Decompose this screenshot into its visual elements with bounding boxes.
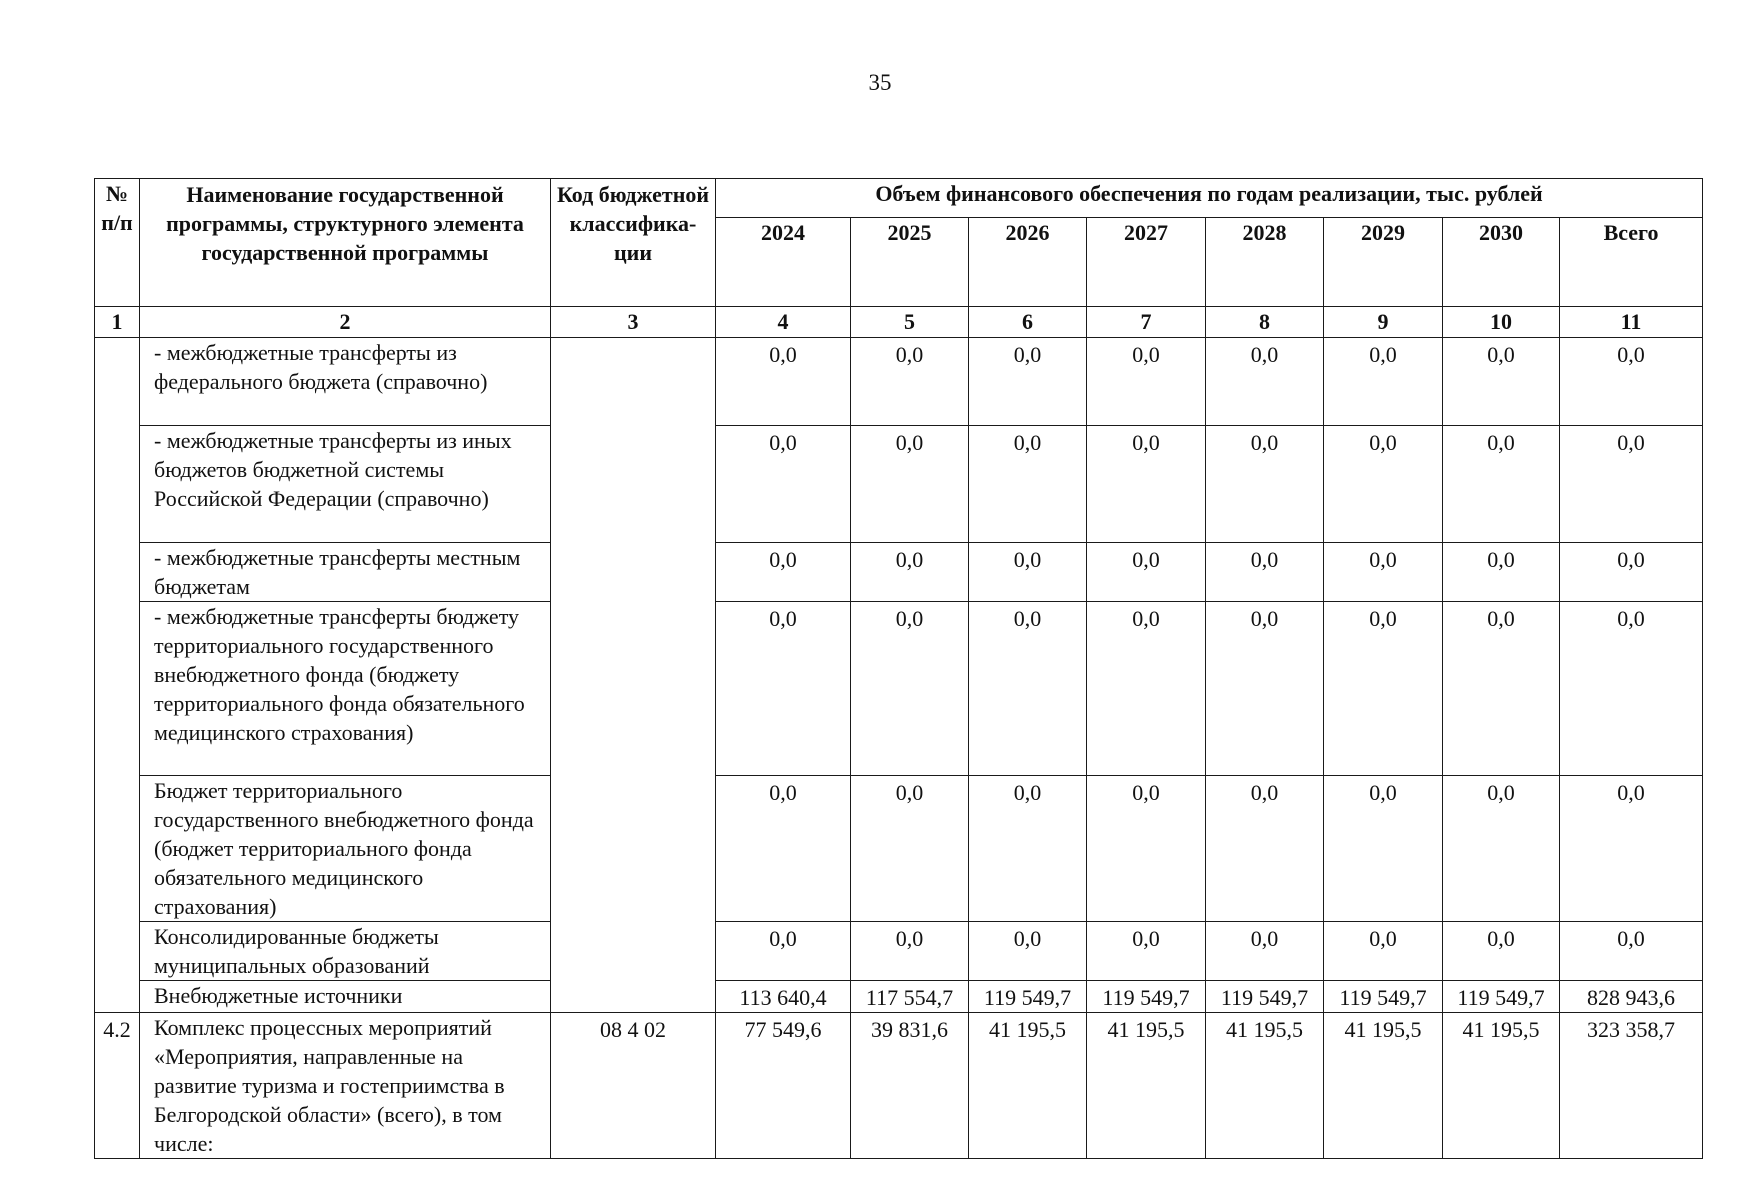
value-cell: 0,0 <box>1443 543 1560 602</box>
value-cell: 0,0 <box>1087 338 1206 426</box>
table-row <box>95 338 1703 426</box>
header-funding: Объем финансового обеспечения по годам реализации, тыс. рублей <box>716 179 1703 218</box>
column-number: 8 <box>1206 307 1324 338</box>
value-cell: 0,0 <box>1324 922 1443 981</box>
table-row <box>95 981 1703 1013</box>
value-cell: 0,0 <box>969 338 1087 426</box>
table-row <box>95 602 1703 776</box>
table-row <box>95 776 1703 922</box>
value-cell: 0,0 <box>851 543 969 602</box>
column-number: 1 <box>95 307 140 338</box>
column-number: 11 <box>1560 307 1703 338</box>
value-cell: 119 549,7 <box>1087 981 1206 1013</box>
row-name: Бюджет территориального государственного внебюджетного фонда (бюджет территориального фонда обязательного медицинского страхования) <box>140 776 551 922</box>
header-year-2029: 2029 <box>1324 218 1443 307</box>
value-cell: 0,0 <box>716 776 851 922</box>
value-cell: 0,0 <box>969 602 1087 776</box>
value-cell: 0,0 <box>1087 426 1206 543</box>
value-cell: 323 358,7 <box>1560 1013 1703 1159</box>
value-cell: 0,0 <box>1560 602 1703 776</box>
value-cell: 77 549,6 <box>716 1013 851 1159</box>
column-number: 5 <box>851 307 969 338</box>
page-number: 35 <box>868 70 892 95</box>
column-number: 9 <box>1324 307 1443 338</box>
table-row <box>95 1013 1703 1159</box>
header-year-2030: 2030 <box>1443 218 1560 307</box>
value-cell: 0,0 <box>1206 922 1324 981</box>
value-cell: 0,0 <box>851 602 969 776</box>
value-cell: 0,0 <box>1206 776 1324 922</box>
value-cell: 0,0 <box>1324 602 1443 776</box>
column-number: 10 <box>1443 307 1560 338</box>
row-name-text: - межбюджетные трансферты из федерального бюджета (справочно) <box>154 340 488 394</box>
row-name <box>140 338 551 426</box>
value-cell: 0,0 <box>1206 426 1324 543</box>
value-cell: 119 549,7 <box>1206 981 1324 1013</box>
budget-code: 08 4 02 <box>551 1013 716 1159</box>
header-year-2027: 2027 <box>1087 218 1206 307</box>
value-cell: 0,0 <box>1443 426 1560 543</box>
value-cell: 0,0 <box>1560 426 1703 543</box>
table-row <box>95 922 1703 981</box>
column-number: 4 <box>716 307 851 338</box>
value-cell: 0,0 <box>1324 543 1443 602</box>
value-cell: 0,0 <box>1443 922 1560 981</box>
value-cell: 0,0 <box>1324 426 1443 543</box>
header-year-2026: 2026 <box>969 218 1087 307</box>
value-cell: 0,0 <box>716 338 851 426</box>
value-cell: 0,0 <box>851 338 969 426</box>
column-number: 2 <box>140 307 551 338</box>
header-name: Наименование государственной программы, структурного элемента государственной программы <box>140 179 551 307</box>
value-cell: 0,0 <box>1087 602 1206 776</box>
value-cell: 828 943,6 <box>1560 981 1703 1013</box>
empty-code-cell <box>551 338 716 1013</box>
header-total: Всего <box>1560 218 1703 307</box>
value-cell: 41 195,5 <box>1206 1013 1324 1159</box>
value-cell: 0,0 <box>969 543 1087 602</box>
value-cell: 119 549,7 <box>969 981 1087 1013</box>
value-cell: 0,0 <box>1443 338 1560 426</box>
value-cell: 0,0 <box>1560 922 1703 981</box>
value-cell: 119 549,7 <box>1324 981 1443 1013</box>
row-name: Комплекс процессных мероприятий «Мероприятия, направленные на развитие туризма и гостеприимства в Белгородской области» (всего), в том числе: <box>140 1013 551 1159</box>
header-code: Код бюджетной классифика-ции <box>551 179 716 307</box>
financing-table <box>94 178 1703 1159</box>
value-cell: 0,0 <box>1324 338 1443 426</box>
value-cell: 0,0 <box>716 426 851 543</box>
column-number: 6 <box>969 307 1087 338</box>
value-cell: 0,0 <box>716 922 851 981</box>
value-cell: 41 195,5 <box>1087 1013 1206 1159</box>
table-row <box>95 543 1703 602</box>
value-cell: 113 640,4 <box>716 981 851 1013</box>
column-number: 7 <box>1087 307 1206 338</box>
table-row <box>95 426 1703 543</box>
value-cell: 0,0 <box>1443 776 1560 922</box>
header-num: № п/п <box>95 179 140 307</box>
value-cell: 0,0 <box>1206 602 1324 776</box>
value-cell: 41 195,5 <box>969 1013 1087 1159</box>
empty-index-cell <box>95 338 140 1013</box>
value-cell: 0,0 <box>1087 543 1206 602</box>
row-name: - межбюджетные трансферты бюджету территориального государственного внебюджетного фонда (бюджету территориального фонда обязательного медицинского страхования) <box>140 602 551 776</box>
value-cell: 117 554,7 <box>851 981 969 1013</box>
value-cell: 0,0 <box>716 602 851 776</box>
value-cell: 119 549,7 <box>1443 981 1560 1013</box>
value-cell: 0,0 <box>1087 776 1206 922</box>
header-year-2025: 2025 <box>851 218 969 307</box>
value-cell: 0,0 <box>1324 776 1443 922</box>
column-number: 3 <box>551 307 716 338</box>
value-cell: 0,0 <box>851 426 969 543</box>
value-cell: 41 195,5 <box>1443 1013 1560 1159</box>
row-name: - межбюджетные трансферты местным бюджетам <box>140 543 551 602</box>
header-year-2028: 2028 <box>1206 218 1324 307</box>
value-cell: 39 831,6 <box>851 1013 969 1159</box>
value-cell: 0,0 <box>851 776 969 922</box>
header-year-2024: 2024 <box>716 218 851 307</box>
value-cell: 0,0 <box>969 776 1087 922</box>
row-name: - межбюджетные трансферты из иных бюджетов бюджетной системы Российской Федерации (справочно) <box>140 426 551 543</box>
value-cell: 0,0 <box>1206 543 1324 602</box>
value-cell: 0,0 <box>1560 776 1703 922</box>
value-cell: 0,0 <box>1560 543 1703 602</box>
value-cell: 0,0 <box>1206 338 1324 426</box>
value-cell: 0,0 <box>1443 602 1560 776</box>
value-cell: 0,0 <box>969 426 1087 543</box>
value-cell: 0,0 <box>1560 338 1703 426</box>
value-cell: 41 195,5 <box>1324 1013 1443 1159</box>
value-cell: 0,0 <box>969 922 1087 981</box>
row-name: Консолидированные бюджеты муниципальных образований <box>140 922 551 981</box>
value-cell: 0,0 <box>851 922 969 981</box>
row-index: 4.2 <box>95 1013 140 1159</box>
value-cell: 0,0 <box>716 543 851 602</box>
value-cell: 0,0 <box>1087 922 1206 981</box>
row-name: Внебюджетные источники <box>140 981 551 1013</box>
